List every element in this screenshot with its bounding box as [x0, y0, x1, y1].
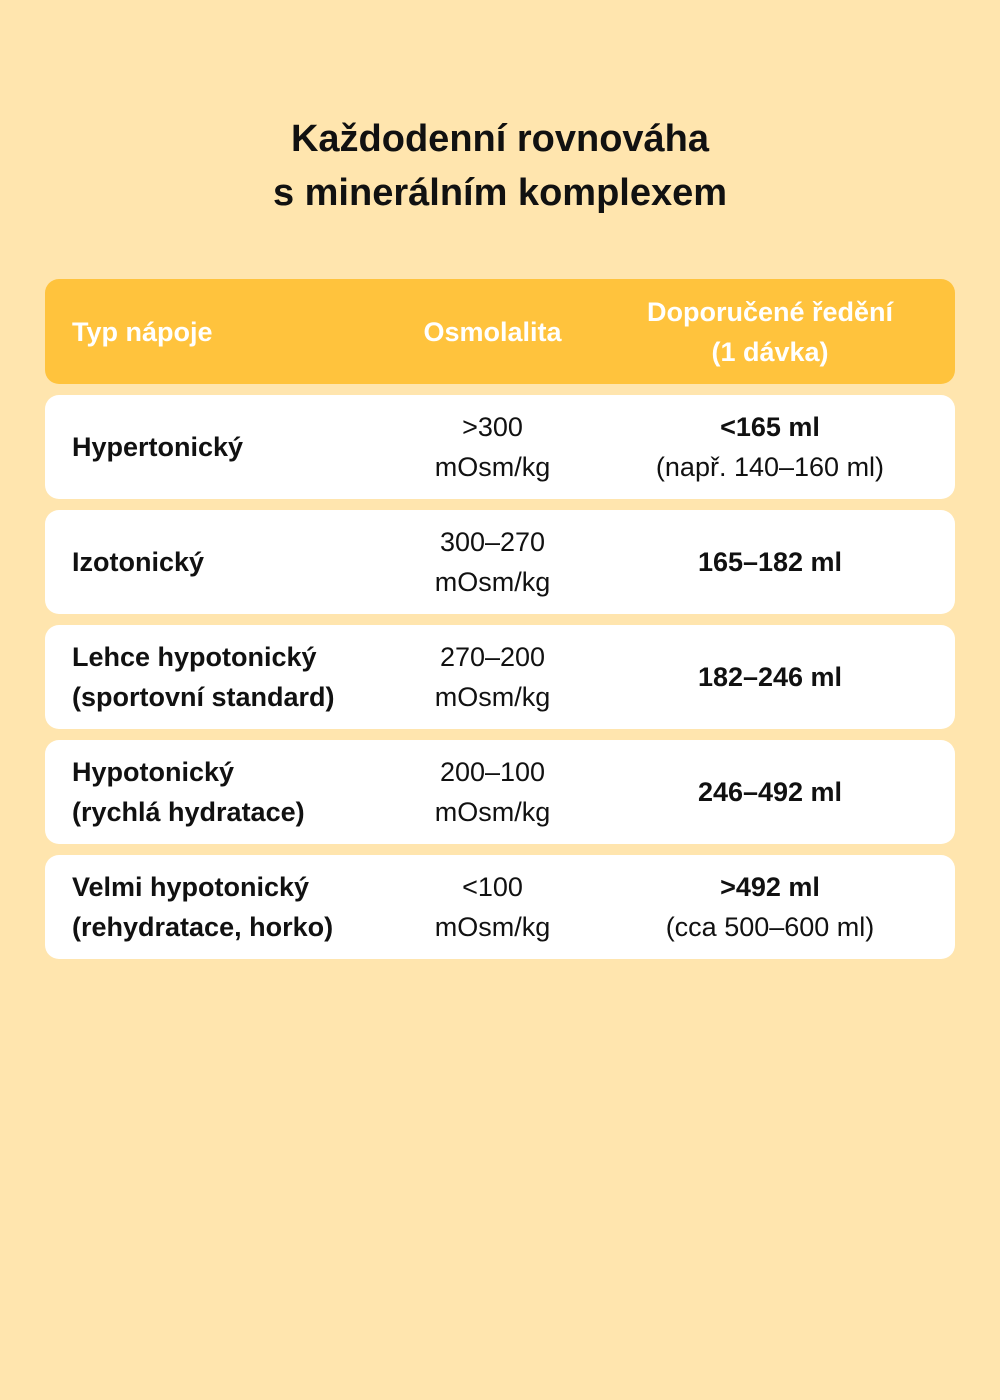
row-dilution: [585, 657, 955, 697]
header-dilution-line-1: Doporučené ředění: [646, 296, 894, 327]
row-type: [45, 637, 400, 717]
dilution-table: [45, 279, 955, 959]
row-dilution-main: 182–246 ml: [697, 662, 843, 692]
header-type: Typ nápoje: [72, 316, 213, 347]
row-osm-line-1: 270–200: [439, 642, 546, 672]
row-osm-line-1: <100: [462, 872, 523, 902]
table-row: [45, 855, 955, 959]
row-osmolality: [400, 867, 585, 947]
row-type: [45, 427, 400, 467]
table-header: [45, 279, 955, 384]
row-osm-line-1: 200–100: [439, 757, 546, 787]
row-type-line-2: (rehydratace, horko): [72, 912, 334, 942]
row-type-line-1: Hypertonický: [72, 432, 244, 462]
row-osmolality: [400, 637, 585, 717]
title-line-2: s minerálním komplexem: [272, 172, 728, 214]
header-dilution-line-2: (1 dávka): [711, 336, 829, 367]
row-osmolality: [400, 752, 585, 832]
row-dilution: [585, 407, 955, 487]
row-dilution: [585, 542, 955, 582]
row-type-line-2: (sportovní standard): [72, 682, 335, 712]
row-osmolality: [400, 407, 585, 487]
row-osm-line-2: mOsm/kg: [434, 452, 551, 482]
row-dilution-main: <165 ml: [720, 412, 820, 442]
row-dilution-main: 165–182 ml: [697, 547, 843, 577]
page-title: [0, 112, 1000, 220]
row-osm-line-2: mOsm/kg: [434, 567, 551, 597]
row-dilution: [585, 867, 955, 947]
row-osm-line-1: 300–270: [439, 527, 546, 557]
row-osm-line-2: mOsm/kg: [434, 912, 551, 942]
row-type: [45, 752, 400, 832]
row-dilution-note: (např. 140–160 ml): [655, 452, 885, 482]
table-row: [45, 625, 955, 729]
row-type-line-1: Velmi hypotonický: [72, 872, 310, 902]
row-dilution-main: 246–492 ml: [697, 777, 843, 807]
row-type-line-2: (rychlá hydratace): [72, 797, 305, 827]
row-osmolality: [400, 522, 585, 602]
row-type-line-1: Lehce hypotonický: [72, 642, 317, 672]
row-osm-line-2: mOsm/kg: [434, 797, 551, 827]
row-dilution-main: >492 ml: [720, 872, 820, 902]
row-osm-line-2: mOsm/kg: [434, 682, 551, 712]
table-row: [45, 395, 955, 499]
row-osm-line-1: >300: [462, 412, 523, 442]
table-row: [45, 510, 955, 614]
row-type: [45, 542, 400, 582]
row-type: [45, 867, 400, 947]
title-line-1: Každodenní rovnováha: [290, 118, 710, 160]
row-dilution: [585, 772, 955, 812]
row-type-line-1: Hypotonický: [72, 757, 235, 787]
table-row: [45, 740, 955, 844]
row-type-line-1: Izotonický: [72, 547, 205, 577]
row-dilution-note: (cca 500–600 ml): [665, 912, 875, 942]
header-osmolality: Osmolalita: [423, 316, 562, 347]
header-dilution: [585, 292, 955, 372]
